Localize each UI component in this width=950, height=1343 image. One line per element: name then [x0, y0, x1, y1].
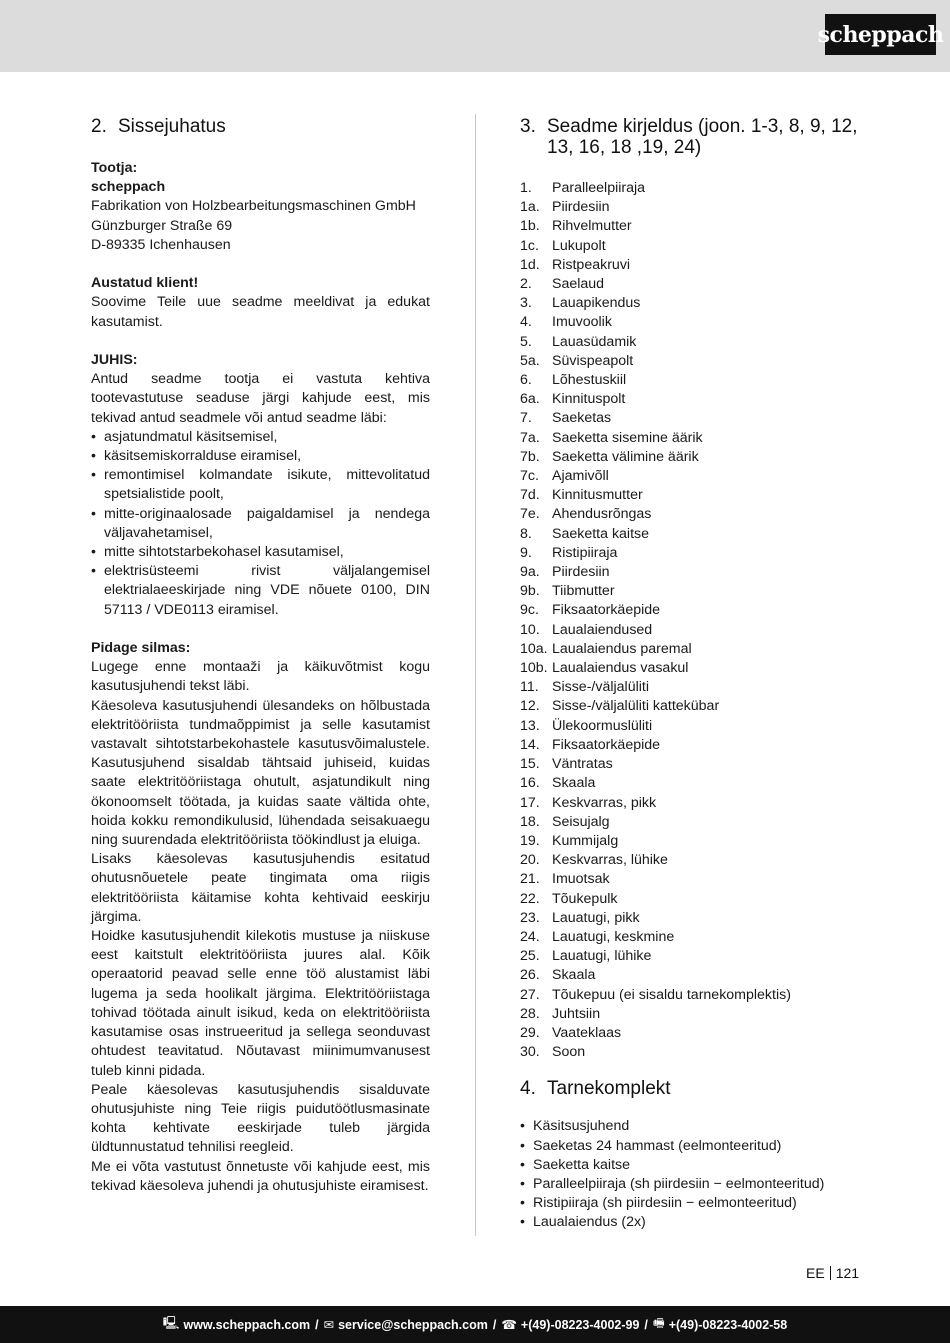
list-item: • Saeketas 24 hammast (eelmonteeritud): [520, 1137, 865, 1156]
part-name: Ajamivõll: [552, 468, 609, 485]
part-name: Seisujalg: [552, 813, 610, 830]
part-name: Skaala: [552, 775, 596, 792]
left-column: [91, 116, 430, 1196]
list-item: [520, 237, 865, 256]
part-number: 7a.: [520, 429, 540, 446]
part-name: Ristpeakruvi: [552, 256, 631, 273]
part-number: 2.: [520, 276, 532, 293]
part-name: Ahendusrõngas: [552, 506, 652, 523]
part-number: 6a.: [520, 391, 540, 408]
page-number-value: 121: [835, 1265, 860, 1281]
list-item: [520, 179, 865, 198]
list-item: [520, 736, 865, 755]
part-number: 9c.: [520, 602, 539, 619]
part-number: 26.: [520, 967, 540, 984]
part-name: Paralleelpiiraja: [552, 180, 646, 196]
list-item: • asjatundmatul käsitsemisel,: [91, 428, 430, 447]
part-name: Skaala: [552, 967, 596, 984]
scheppach-logo: scheppach: [825, 14, 936, 55]
part-name: Kummijalg: [552, 832, 619, 849]
list-item: [520, 390, 865, 409]
part-name: Saeketta kaitse: [552, 525, 650, 542]
part-number: 21.: [520, 871, 540, 888]
part-number: 29.: [520, 1024, 540, 1041]
part-name: Saeketas: [552, 410, 612, 427]
language-code: EE: [806, 1265, 825, 1281]
part-number: 10a.: [520, 640, 548, 657]
part-number: 20.: [520, 852, 540, 869]
part-name: Lõhestuskiil: [552, 372, 627, 389]
list-item: • Saeketta kaitse: [520, 1156, 865, 1175]
section-title: Sissejuhatus: [118, 116, 226, 137]
section-intro-heading: [91, 116, 430, 137]
part-number: 1c.: [520, 237, 539, 254]
paragraph: Lisaks käesolevas kasutusjuhendis esitatud ohutusnõuetele peate tingimata oma riigis elektritööriista käitamise kohta kehtivaid eeskirju järgima.: [91, 851, 430, 925]
list-item: [520, 928, 865, 947]
part-name: Tiibmutter: [552, 583, 615, 600]
right-column: [520, 116, 865, 1233]
part-name: Sisse-/väljalüliti kattekübar: [552, 698, 720, 715]
part-name: Rihvelmutter: [552, 218, 632, 235]
part-name: Keskvarras, pikk: [552, 794, 657, 811]
header-bar: [0, 0, 950, 72]
greeting-label: Austatud klient!: [91, 275, 199, 292]
section-title: Seadme kirjeldus (joon. 1-3, 8, 9, 12, 13, 16, 18 ,19, 24): [547, 116, 858, 158]
part-number: 7b.: [520, 448, 540, 465]
list-item: • Käsitsusjuhend: [520, 1117, 865, 1136]
part-number: 19.: [520, 832, 540, 849]
part-number: 28.: [520, 1005, 540, 1022]
footer-separator: /: [315, 1317, 319, 1332]
part-number: 9a.: [520, 564, 540, 581]
list-item: [520, 525, 865, 544]
address-line: D-89335 Ichenhausen: [91, 236, 231, 253]
paragraph: Lugege enne montaaži ja käikuvõtmist kogu kasutusjuhendi tekst läbi.: [91, 659, 430, 695]
part-number: 18.: [520, 813, 540, 830]
part-number: 9.: [520, 544, 532, 561]
part-number: 7c.: [520, 468, 539, 485]
note-label: JUHIS:: [91, 352, 138, 368]
paragraph: Hoidke kasutusjuhendit kilekotis mustuse ja niiskuse eest kaitstult elektritööriista juures alal. Kõik operaatorid peavad selle enne töö alustamist läbi lugema ja seda hoolikalt järgima. Elektritööriistaga tohivad töötada ainult isikud, keda on elektritööriista kasutamise osas instrueeritud ja sellega seonduvast ohtudest teavitatud. Nõutavast miinimumvanusest tuleb kinni pidada.: [91, 928, 430, 1079]
part-name: Väntratas: [552, 756, 613, 773]
section-title: Tarnekomplekt: [547, 1078, 671, 1100]
list-item: [520, 563, 865, 582]
section-number: 4.: [520, 1078, 536, 1100]
part-number: 9b.: [520, 583, 540, 600]
part-name: Süvispeapolt: [552, 352, 634, 369]
part-name: Lauatugi, lühike: [552, 948, 652, 965]
list-item: [520, 198, 865, 217]
list-item: [520, 505, 865, 524]
note-list: [91, 428, 430, 620]
address-line: Günzburger Straße 69: [91, 217, 233, 234]
part-name: Fiksaatorkäepide: [552, 602, 661, 619]
list-item: [520, 601, 865, 620]
list-item: [520, 217, 865, 236]
part-number: 22.: [520, 890, 540, 907]
list-item: [520, 1043, 865, 1062]
part-name: Laualaiendus vasakul: [552, 660, 689, 677]
section-delivery-heading: [520, 1078, 865, 1099]
list-item: • Paralleelpiiraja (sh piirdesiin − eelmonteeritud): [520, 1175, 865, 1194]
part-number: 1d.: [520, 256, 540, 273]
list-item: • remontimisel kolmandate isikute, mittevolitatud spetsialistide poolt,: [91, 466, 430, 504]
part-number: 8.: [520, 525, 532, 542]
list-item: [520, 352, 865, 371]
list-item: [520, 986, 865, 1005]
list-item: [520, 486, 865, 505]
part-number: 1b.: [520, 218, 540, 235]
list-item: • Laualaiendus (2x): [520, 1213, 865, 1232]
footer-separator: /: [644, 1317, 648, 1332]
part-number: 6.: [520, 372, 532, 389]
part-name: Sisse-/väljalüliti: [552, 679, 649, 696]
list-item: [520, 544, 865, 563]
list-item: [520, 1005, 865, 1024]
part-name: Piirdesiin: [552, 564, 610, 581]
list-item: • Ristipiiraja (sh piirdesiin − eelmonteeritud): [520, 1194, 865, 1213]
section-number: 2.: [91, 116, 107, 137]
computer-icon: 🖳: [162, 1316, 180, 1330]
footer-separator: /: [492, 1317, 497, 1332]
part-name: Laualaiendus paremal: [552, 640, 692, 657]
part-name: Imuvoolik: [552, 314, 612, 331]
greeting-text: Soovime Teile uue seadme meeldivat ja edukat kasutamist.: [91, 294, 430, 330]
part-number: 15.: [520, 756, 540, 773]
part-number: 25.: [520, 948, 540, 965]
part-name: Saelaud: [552, 276, 605, 293]
part-name: Soon: [552, 1044, 586, 1061]
list-item: • mitte sihtotstarbekohasel kasutamisel,: [91, 543, 430, 562]
list-item: [520, 582, 865, 601]
page-divider: [830, 1266, 831, 1280]
section-number: 3.: [520, 116, 536, 137]
part-number: 7e.: [520, 506, 540, 523]
part-number: 16.: [520, 775, 540, 792]
part-name: Fiksaatorkäepide: [552, 736, 661, 753]
part-number: 30.: [520, 1044, 540, 1061]
list-item: [520, 621, 865, 640]
part-name: Kinnitusmutter: [552, 487, 643, 504]
list-item: [520, 678, 865, 697]
address-line: Fabrikation von Holzbearbeitungsmaschinen GmbH: [91, 198, 416, 215]
list-item: [520, 890, 865, 909]
paragraph: Käesoleva kasutusjuhendi ülesandeks on hõlbustada elektritööriista tundmaõppimist ja selle kasutamist vastavalt sihtotstarbekohastele kasutusvõimalustele. Kasutusjuhend sisaldab tähtsaid juhiseid, kuidas saate elektritööriistaga ohutult, asjatundikult ning ökonoomselt töötada, ja kuidas saate vältida ohte, hoida kokku remondikulusid, lühendada seisakuaegu ning suurendada elektritööriista töökindlust ja eluiga.: [91, 697, 430, 849]
part-number: 7.: [520, 410, 532, 427]
list-item: [520, 429, 865, 448]
list-item: [520, 467, 865, 486]
part-number: 24.: [520, 928, 540, 945]
part-number: 1.: [520, 180, 532, 196]
part-number: 12.: [520, 698, 540, 715]
part-number: 10b.: [520, 660, 548, 677]
list-item: [520, 256, 865, 275]
list-item: • elektrisüsteemi rivist väljalangemisel elektrialaeeskirjade ning VDE nõuete 0100, DIN 57113 / VDE0113 eiramisel.: [91, 562, 430, 620]
phone-icon: ☎: [501, 1318, 517, 1332]
list-item: [520, 851, 865, 870]
delivery-list: [520, 1117, 865, 1232]
list-item: [520, 640, 865, 659]
list-item: [520, 717, 865, 736]
email-icon: ✉: [323, 1318, 335, 1332]
footer-fax: +(49)-08223-4002-58: [668, 1317, 788, 1332]
part-name: Imuotsak: [552, 871, 610, 888]
footer-phone: +(49)-08223-4002-99: [520, 1317, 640, 1332]
list-item: [520, 294, 865, 313]
part-name: Tõukepulk: [552, 890, 618, 907]
part-number: 5a.: [520, 352, 540, 369]
list-item: [520, 832, 865, 851]
list-item: [520, 909, 865, 928]
part-number: 3.: [520, 295, 532, 312]
part-name: Lauasüdamik: [552, 333, 637, 350]
part-number: 17.: [520, 794, 540, 811]
note-text: Antud seadme tootja ei vastuta kehtiva tootevastutuse seaduse järgi kahjude eest, mis tekivad antud seadmele või antud seadme läbi:: [91, 371, 430, 426]
page-number: [806, 1265, 859, 1281]
part-number: 27.: [520, 986, 540, 1003]
part-number: 11.: [520, 679, 539, 696]
part-name: Lauatugi, pikk: [552, 909, 640, 926]
list-item: • mitte-originaalosade paigaldamisel ja nendega väljavahetamisel,: [91, 505, 430, 543]
company-name: scheppach: [91, 179, 166, 196]
list-item: [520, 947, 865, 966]
list-item: [520, 275, 865, 294]
part-number: 10.: [520, 621, 540, 638]
list-item: [520, 966, 865, 985]
footer-bar: [0, 1306, 950, 1343]
footer-email[interactable]: service@scheppach.com: [338, 1317, 488, 1332]
list-item: • käsitsemiskorralduse eiramisel,: [91, 447, 430, 466]
list-item: [520, 313, 865, 332]
part-name: Laualaiendused: [552, 621, 653, 638]
parts-list: [520, 179, 865, 1062]
part-name: Kinnituspolt: [552, 391, 626, 408]
part-number: 1a.: [520, 199, 540, 216]
list-item: [520, 448, 865, 467]
part-name: Piirdesiin: [552, 199, 610, 216]
attention-label: Pidage silmas:: [91, 640, 191, 657]
manufacturer-label: Tootja:: [91, 160, 138, 176]
footer-web[interactable]: www.scheppach.com: [183, 1317, 311, 1332]
part-name: Saeketta sisemine äärik: [552, 429, 703, 446]
list-item: [520, 813, 865, 832]
section-description-heading: [520, 116, 865, 158]
part-name: Tõukepuu (ei sisaldu tarnekomplektis): [552, 986, 791, 1003]
paragraph: Me ei võta vastutust õnnetuste või kahjude eest, mis tekivad käesoleva juhendi ja ohutusjuhiste eiramisest.: [91, 1158, 430, 1194]
paragraph: Peale käesolevas kasutusjuhendis sisalduvate ohutusjuhiste ning Teie riigis puidutöötlusmasinate kohta kehtivate eeskirjade tuleb järgida üldtunnustatud tehnilisi reegleid.: [91, 1081, 430, 1156]
list-item: [520, 1024, 865, 1043]
part-name: Vaateklaas: [552, 1024, 622, 1041]
column-divider: [475, 114, 476, 1236]
part-name: Ristipiiraja: [552, 544, 618, 561]
part-number: 4.: [520, 314, 532, 331]
part-name: Keskvarras, lühike: [552, 852, 668, 869]
list-item: [520, 774, 865, 793]
part-number: 13.: [520, 717, 540, 734]
part-name: Lauapikendus: [552, 295, 641, 312]
fax-icon: 🖷: [652, 1316, 665, 1330]
part-name: Juhtsiin: [552, 1005, 601, 1022]
part-name: Ülekoormuslüliti: [552, 717, 653, 734]
part-number: 7d.: [520, 487, 540, 504]
part-number: 5.: [520, 333, 532, 350]
list-item: [520, 794, 865, 813]
list-item: [520, 371, 865, 390]
part-number: 23.: [520, 909, 540, 926]
list-item: [520, 697, 865, 716]
list-item: [520, 333, 865, 352]
part-number: 14.: [520, 736, 540, 753]
list-item: [520, 659, 865, 678]
list-item: [520, 755, 865, 774]
part-name: Lauatugi, keskmine: [552, 928, 675, 945]
part-name: Lukupolt: [552, 237, 606, 254]
list-item: [520, 409, 865, 428]
list-item: [520, 870, 865, 889]
part-name: Saeketta välimine äärik: [552, 448, 699, 465]
